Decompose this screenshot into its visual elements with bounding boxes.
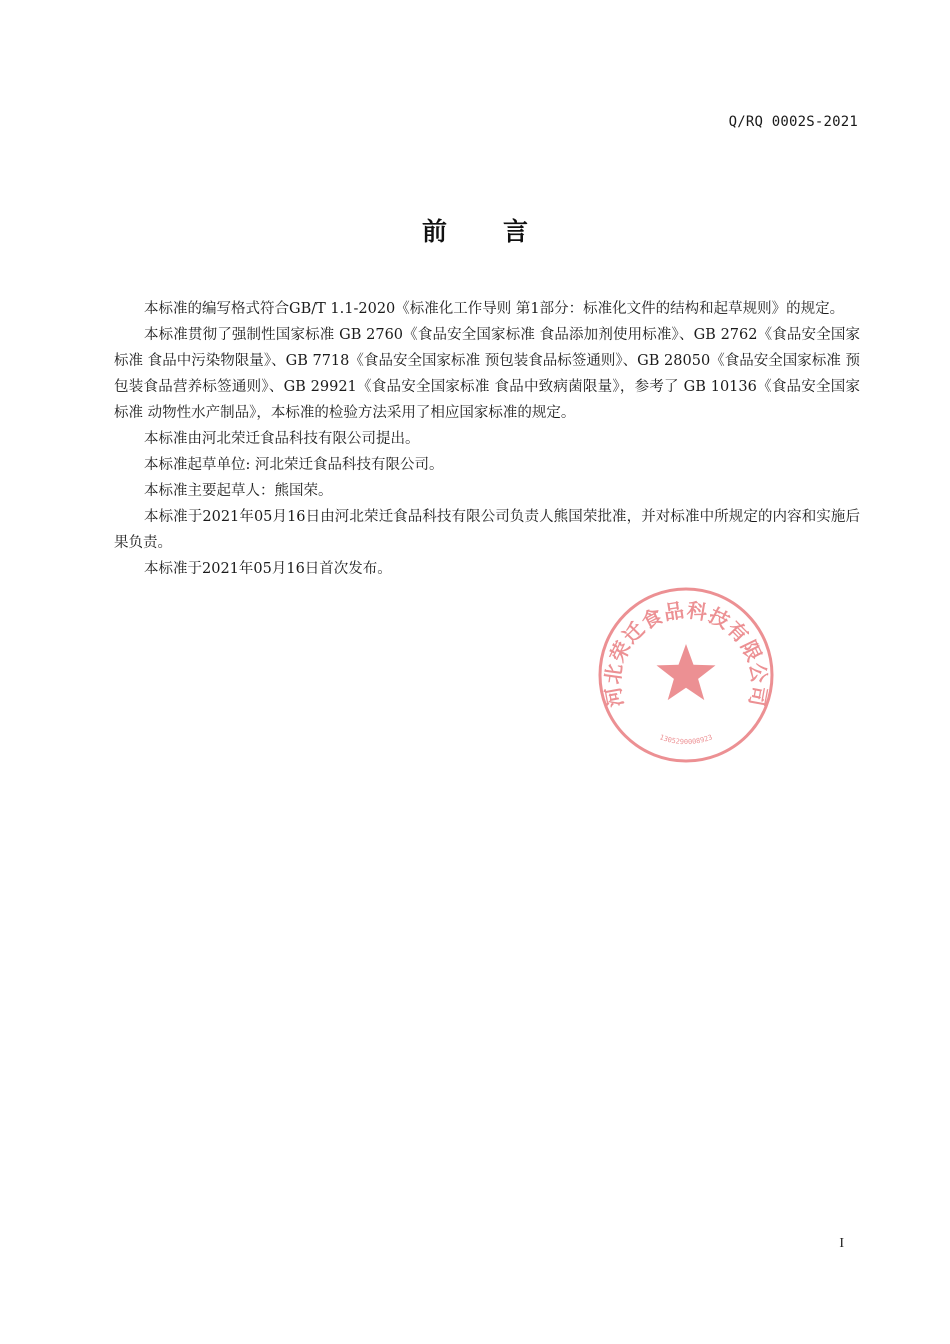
page-title: 前言 [421,217,584,246]
paragraph-drafter: 本标准主要起草人：熊国荣。 [144,483,333,499]
paragraph-format: 本标准的编写格式符合GB/T 1.1-2020《标准化工作导则 第1部分：标准化文件的结构和起草规则》的规定。 [144,301,845,317]
seal-star-icon [657,644,716,700]
paragraph-drafting-unit: 本标准起草单位: 河北荣迁食品科技有限公司。 [144,457,444,473]
paragraph-release: 本标准于2021年05月16日首次发布。 [144,561,392,577]
document-body [114,296,860,582]
company-seal-stamp [597,586,775,764]
seal-number: 1305290008923 [658,733,714,747]
paragraph-approval: 本标准于2021年05月16日由河北荣迁食品科技有限公司负责人熊国荣批准，并对标准中所规定的内容和实施后果负责。 [114,509,860,551]
document-code: Q/RQ 0002S-2021 [728,114,858,130]
paragraph-references: 本标准贯彻了强制性国家标准 GB 2760《食品安全国家标准 食品添加剂使用标准》、GB 2762《食品安全国家标准 食品中污染物限量》、GB 7718《食品安全国家标准 预包装食品标签通则》、GB 28050《食品安全国家标准 预包装食品营养标签通则》、GB 29921《食品安全国家标准 食品中致病菌限量》，参考了 GB 10136《食品安全国家标准 动物性水产制品》，本标准的检验方法采用了相应国家标准的规定。 [114,327,860,421]
page-number: I [839,1236,844,1251]
seal-company-name: 河北荣迁食品科技有限公司 [600,597,772,710]
paragraph-proposer: 本标准由河北荣迁食品科技有限公司提出。 [144,431,420,447]
